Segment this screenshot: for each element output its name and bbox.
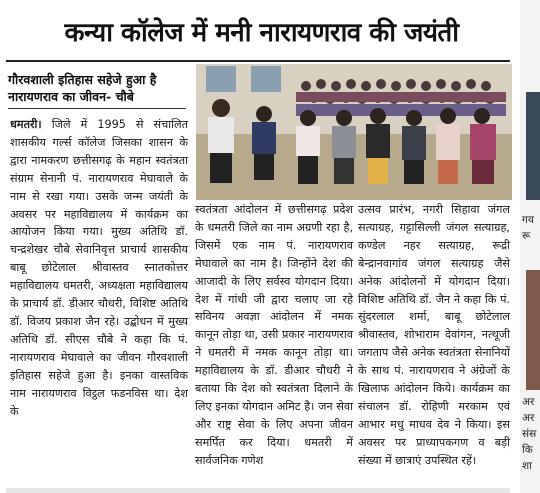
- adjacent-fragment: अर: [522, 396, 535, 408]
- photo-window: [251, 66, 281, 92]
- article-column-1: [10, 116, 188, 420]
- photo-audience-rows: [296, 92, 506, 116]
- subheadline: गौरवशाली इतिहास सहेजे हुआ है नारायणराव का जीवन- चौबे: [8, 72, 157, 104]
- photo-window: [206, 66, 236, 92]
- article-column-2: [195, 201, 353, 470]
- article-paragraph-1: [10, 116, 188, 420]
- article-paragraph-3: उत्सव प्रारंभ, नगरी सिहावा जंगल सत्याग्रह, गट्टासिल्ली जंगल सत्याग्रह, कण्डेल नहर सत्याग्रह, रूद्री बेन्द्रानवागांव जंगल सत्याग्रह जैसे अनेक आंदोलनों में योगदान दिया। विशिष्ट अतिथि डॉ. जैन ने कहा कि पं. सुंदरलाल शर्मा, बाबू छोटेलाल श्रीवास्तव, शोभाराम देवांगन, नत्थूजी जगताप जैसे अनेक स्वतंत्रता सेनानियों के साथ पं. नारायणराव ने अंग्रेजों के खिलाफ आंदोलन किये। कार्यक्रम का संचालन डॉ. रोहिणी मरकाम एवं आभार मधु माधव देव ने किया। इस अवसर पर प्राध्यापकगण व बड़ी संख्या में छात्राएं उपस्थित रहें।: [358, 203, 510, 467]
- adjacent-fragment: शा: [522, 460, 532, 472]
- adjacent-article-strip: [520, 0, 540, 493]
- adjacent-fragment: गय: [522, 214, 535, 226]
- article-paragraph-2: स्वतंत्रता आंदोलन में छत्तीसगढ़ प्रदेश के धमतरी जिले का नाम अग्रणी रहा है, जिसमें एक नाम पं. नारायणराव मेघावाले का नाम है। जिन्होंने देश की आजादी के लिए सर्वस्व योगदान दिया। देश में गांधी जी द्वारा चलाए जा रहे सविनय अवज्ञा आंदोलन में नमक कानून तोड़ा था, उसी प्रकार नारायणराव ने धमतरी में नमक कानून तोड़ा था। महाविद्यालय के डॉ. डीआर चौधरी ने बताया कि देश को स्वतंत्रता दिलाने के लिए इनका योगदान अमिट है। जन सेवा और राष्ट्र सेवा के लिए अपना जीवन समर्पित कर दिया। धमतरी में सार्वजनिक गणेश: [195, 203, 353, 467]
- article-text-1: जिले में 1995 से संचालित शासकीय गर्ल्स कॉलेज जिसका शासन के द्वारा नामकरण छत्तीसगढ़ के महान स्वतंत्रता संग्राम सेनानी पं. नारायणराव मेघावाले के नाम से रखा गया। उसके जन्म जयंती के अवसर पर महाविद्यालय में कार्यक्रम का आयोजन किया गया। मुख्य अतिथि डॉ. चन्द्रशेखर चौबे सेवानिवृत्त प्राचार्य शासकीय बाबू छोटेलाल श्रीवास्तव स्नातकोत्तर महाविद्यालय धमतरी, अध्यक्षता महाविद्यालय के प्राचार्य डॉ. डीआर चौधरी, विशिष्ट अतिथि डॉ. विजय प्रकाश जैन रहे। उद्बोधन में मुख्य अतिथि डॉ. सीएस चौबे ने कहा कि पं. नारायणराव मेघावाले का जीवन गौरवशाली इतिहास सहेजे हुआ है। इनका वास्तविक नाम नारायणराव विट्ठल फडनविस था। देश के: [10, 118, 188, 418]
- adjacent-fragment: कि: [522, 444, 533, 456]
- subheadline-rule: [8, 108, 186, 109]
- dateline: धमतरी।: [10, 118, 42, 131]
- adjacent-photo: [526, 92, 540, 200]
- adjacent-photo: [526, 270, 540, 390]
- event-photo: [196, 64, 512, 200]
- event-photo-illustration: [196, 64, 512, 200]
- adjacent-fragment: संस: [522, 428, 537, 440]
- headline-rule: [6, 60, 510, 62]
- adjacent-fragment: अर: [522, 412, 535, 424]
- bottom-border: [6, 488, 510, 493]
- article-column-3: [358, 201, 510, 470]
- headline: कन्या कॉलेज में मनी नारायणराव की जयंती: [64, 18, 459, 48]
- adjacent-fragment: रू: [522, 230, 531, 242]
